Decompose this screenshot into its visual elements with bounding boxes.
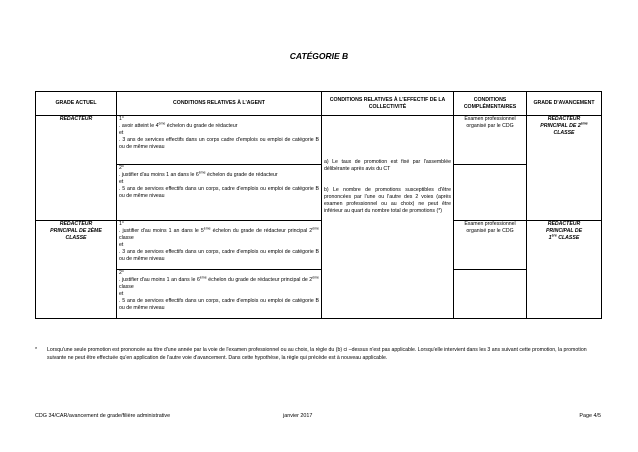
table-row [36,270,602,319]
condition-line: . 3 ans de services effectifs dans un corps, cadre d'emplois ou emploi de catégorie B ou de même niveau [119,249,319,262]
header-conditions-agent: CONDITIONS RELATIVES À L'AGENT [117,92,322,116]
empty-cell [454,270,527,319]
complementaire-cell: Examen professionnel organisé par le CDG [454,221,527,270]
condition-line: . 3 ans de services effectifs dans un corps cadre d'emplois ou emploi de catégorie B ou de même niveau [119,137,319,150]
grade-avancement-cell: RÉDACTEUR PRINCIPAL DE 2ème CLASSE [527,116,602,221]
option-number: 1° [119,221,124,227]
condition-line: . justifier d'au moins 1 an dans le 6ème échelon du grade de rédacteur principal de 2ème classe [119,275,319,290]
header-conditions-complementaires: CONDITIONS COMPLÉMENTAIRES [454,92,527,116]
grade-actuel-cell: RÉDACTEUR [36,116,117,221]
header-grade-avancement: GRADE D'AVANCEMENT [527,92,602,116]
condition-option-cell [117,221,322,270]
condition-option-cell [117,270,322,319]
condition-line: et [119,130,124,136]
footer-page-number: Page 4/5 [579,413,601,419]
condition-line: . 5 ans de services effectifs dans un corps, cadre d'emplois ou emploi de catégorie B ou de même niveau [119,298,319,311]
footnote [35,347,601,362]
collectivite-condition-b: b) Le nombre de promotions susceptibles d'être prononcées par l'une ou l'autre des 2 voies (après examen professionnel ou au choix) ne peut être inférieur au quart du nombre total de promotions (*) [324,187,451,214]
page-title: CATÉGORIE B [289,51,349,61]
footer-date: janvier 2017 [283,413,313,419]
footnote-text: Lorsqu'une seule promotion est prononcée au titre d'une année par la voie de l'examen professionnel ou au choix, la règle du (b) ci –dessus n'est pas applicable. Lorsqu'elle intervient dans les 3 ans suivant cette promotion, la promotion suivante ne peut être effectuée qu'en application de l'autre voie d'avancement. Dans cette hypothèse, la règle qui précède est à nouveau applicable. [47,347,587,361]
header-conditions-effectif: CONDITIONS RELATIVES À L'EFFECTIF DE LA COLLECTIVITÉ [322,92,454,116]
empty-cell [454,165,527,221]
collectivite-conditions-cell [322,116,454,319]
table-row [36,116,602,165]
grade-actuel-cell: RÉDACTEUR PRINCIPAL DE 2ÈME CLASSE [36,221,117,319]
header-grade-actuel: GRADE ACTUEL [36,92,117,116]
condition-line: et [119,291,124,297]
condition-line: . justifier d'au moins 1 an dans le 5ème échelon du grade de rédacteur principal 2ème classe [119,226,319,241]
grade-avancement-cell: RÉDACTEUR PRINCIPAL DE 1ère CLASSE [527,221,602,319]
option-number: 1° [119,116,124,122]
collectivite-condition-a: a) Le taux de promotion est fixé par l'assemblée délibérante après avis du CT [324,159,451,172]
grade-table [35,91,602,319]
table-row [36,221,602,270]
table-row [36,165,602,221]
table-header-row [36,92,602,116]
footnote-mark: * [35,347,38,353]
option-number: 2° [119,165,124,171]
condition-line: . 5 ans de services effectifs dans un corps, cadre d'emplois ou emploi de catégorie B ou de même niveau [119,186,319,199]
complementaire-cell: Examen professionnel organisé par le CDG [454,116,527,165]
condition-line: et [119,242,124,248]
condition-option-cell [117,165,322,221]
option-number: 2° [119,270,124,276]
condition-option-cell [117,116,322,165]
condition-line: et [119,179,124,185]
condition-line: . avoir atteint le 4ème échelon du grade de rédacteur [119,121,238,129]
condition-line: . justifier d'au moins 1 an dans le 6ème échelon du grade de rédacteur [119,170,278,178]
footer-reference: CDG 34/CAR/avancement de grade/filière administrative [35,413,171,419]
